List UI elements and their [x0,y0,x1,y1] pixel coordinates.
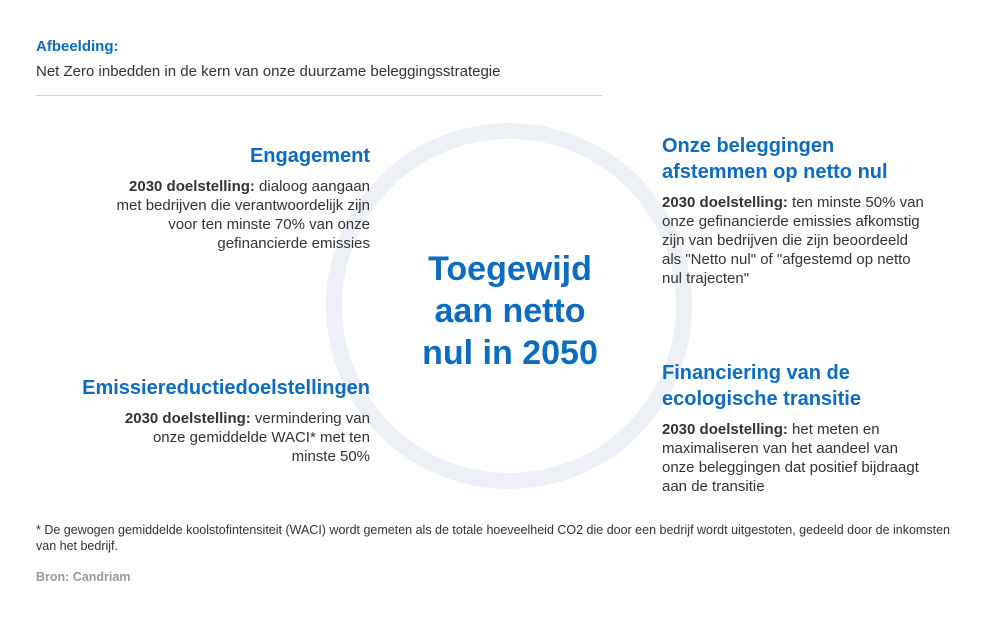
finance-block [662,360,962,496]
alignment-body [662,193,924,288]
finance-target-label: 2030 doelstelling: [662,421,788,438]
finance-title-line-2: ecologische transitie [662,388,861,410]
engagement-target-text: dialoog aangaan met bedrijven die verantwoordelijk zijn voor ten minste 70% van onze gefinancierde emissies [116,178,370,252]
finance-title [662,360,962,412]
finance-target-text: het meten en maximaliseren van het aandeel van onze beleggingen dat positief bijdraagt aan de transitie [662,421,919,495]
emission-target-label: 2030 doelstelling: [124,410,251,427]
finance-title-line-1: Financiering van de [662,362,850,384]
alignment-title-line-2: afstemmen op netto nul [662,161,888,183]
finance-body [662,420,924,496]
alignment-target-text: ten minste 50% van onze gefinancierde emissies afkomstig zijn van bedrijven die zijn beoordeeld als "Netto nul" of "afgestemd op netto nul trajecten" [662,194,924,287]
emission-reduction-block [20,375,370,466]
center-line-2: aan netto [434,292,586,330]
engagement-body [100,177,370,253]
emission-reduction-title: Emissiereductiedoelstellingen [82,377,370,399]
alignment-block [662,133,962,288]
emission-reduction-body [20,409,370,466]
engagement-title: Engagement [249,145,370,167]
alignment-title-line-1: Onze beleggingen [662,135,835,157]
emission-target-text: vermindering van onze gemiddelde WACI* met ten minste 50% [152,410,370,465]
center-line-1: Toegewijd [428,250,592,288]
center-statement [372,248,648,374]
footnote: * De gewogen gemiddelde koolstofintensiteit (WACI) wordt gemeten als de totale hoeveelheid CO2 die door een bedrijf wordt uitgestoten, gedeeld door de inkomsten van het bedrijf. [36,523,950,553]
figure-label: Afbeelding: [36,38,119,55]
engagement-target-label: 2030 doelstelling: [129,178,255,195]
engagement-block [100,143,370,253]
source-label: Bron: Candriam [36,570,131,584]
alignment-title [662,133,962,185]
center-line-3: nul in 2050 [422,334,598,372]
title-divider [36,95,602,96]
figure-subtitle: Net Zero inbedden in de kern van onze duurzame beleggingsstrategie [36,63,501,80]
alignment-target-label: 2030 doelstelling: [662,194,788,211]
